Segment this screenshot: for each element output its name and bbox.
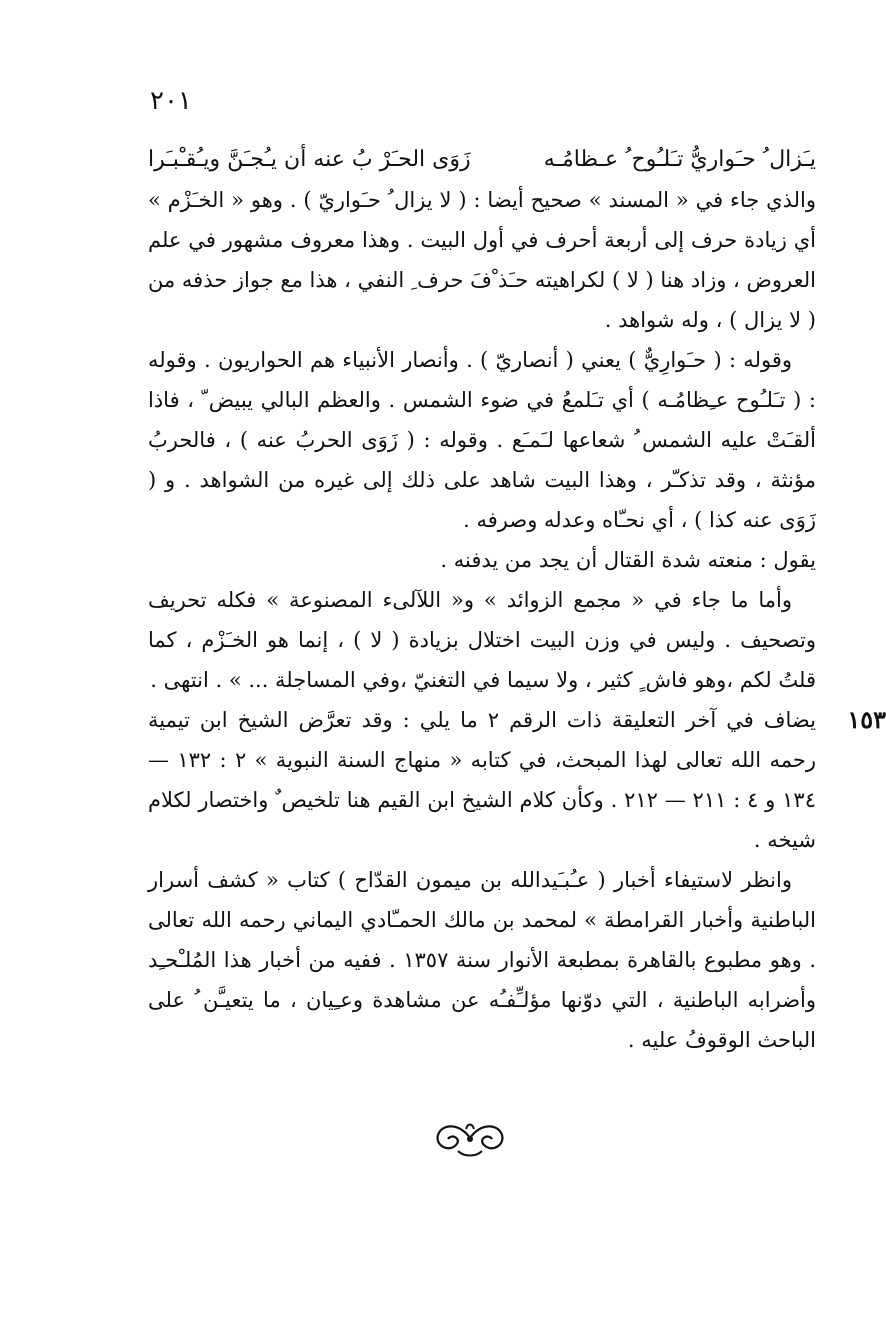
- verse-first-hemistich: يـَزال ُ حـَواريُّ تـَلـُوح ُ عـظامُـه: [543, 147, 816, 172]
- paragraph-closing: وانظر لاستيفاء أخبار ( عـُبـَيدالله بن ميمون القدّاح ) كتاب « كشف أسرار الباطنية وأخبار القرامطة » لمحمد بن مالك الحمـّادي اليماني رحمه الله تعالى . وهو مطبوع بالقاهرة بمطبعة الأنوار سنة ١٣٥٧ . ففيه من أخبار هذا المُلـْحـِد وأضرابه الباطنية ، التي دوّنها مؤلـِّفـُه عن مشاهدة وعـِيان ، ما يتعيـَّن ُ على الباحث الوقوفُ عليه .: [148, 868, 816, 1052]
- paragraph-meaning: يقول : منعته شدة القتال أن يجد من يدفنه .: [440, 548, 816, 572]
- page-number: ٢٠١: [150, 86, 192, 116]
- footnote-block: [148, 700, 886, 860]
- floral-ornament-icon: [430, 1115, 510, 1161]
- paragraph-khazm: والذي جاء في « المسند » صحيح أيضا : ( لا يزال ُ حـَواريّ ) . وهو « الخـَزْم » أي زيادة حرف إلى أربعة أحرف في أول البيت . وهذا معروف مشهور في علم العروض ، وزاد هنا ( لا ) لكراهيته حـَذ ْفَ حرف ِ النفي ، هذا مع جواز حذفه من ( لا يزال ) ، وله شواهد .: [148, 188, 816, 332]
- paragraph-tahrif: وأما ما جاء في « مجمع الزوائد » و« اللآلىء المصنوعة » فكله تحريف وتصحيف . وليس في وزن البيت اختلال بزيادة ( لا ) ، إنما هو الخـَزْم ، كما قلتُ لكم ،وهو فاش ٍ كثير ، ولا سيما في التغنيّ ،وفي المساجلة ... » . انتهى .: [148, 588, 816, 692]
- page-body: [148, 140, 886, 1060]
- note-number: ١٥٣: [847, 705, 886, 734]
- note-text: يضاف في آخر التعليقة ذات الرقم ٢ ما يلي : وقد تعرَّض الشيخ ابن تيمية رحمه الله تعالى لهذا المبحث، في كتابه « منهاج السنة النبوية » ٢ : ١٣٢ — ١٣٤ و ٤ : ٢١١ — ٢١٢ . وكأن كلام الشيخ ابن القيم هنا تلخيص ٌ واختصار لكلام شيخه .: [148, 708, 816, 852]
- paragraph-hawari: وقوله : ( حـَوارِيٌّ ) يعني ( أنصاريّ ) . وأنصار الأنبياء هم الحواريون . وقوله : ( تـَلـُوح عـِظامُـه ) أي تـَلمعُ في ضوء الشمس . والعظم البالي يبيض ّ ، فاذا ألقـَتْ عليه الشمس ُ شعاعها لـَمـَع . وقوله : ( زَوَى الحربُ عنه ) ، فالحربُ مؤنثة ، وقد تذكـّر ، وهذا البيت شاهد على ذلك إلى غيره من الشواهد . و ( زَوَى عنه كذا ) ، أي نحـّاه وعدله وصرفه .: [148, 348, 816, 532]
- verse-second-hemistich: زَوَى الحـَرْ بُ عنه أن يـُجـَنَّ ويـُقـْبـَرا: [148, 147, 471, 172]
- poetry-verse: [148, 140, 816, 180]
